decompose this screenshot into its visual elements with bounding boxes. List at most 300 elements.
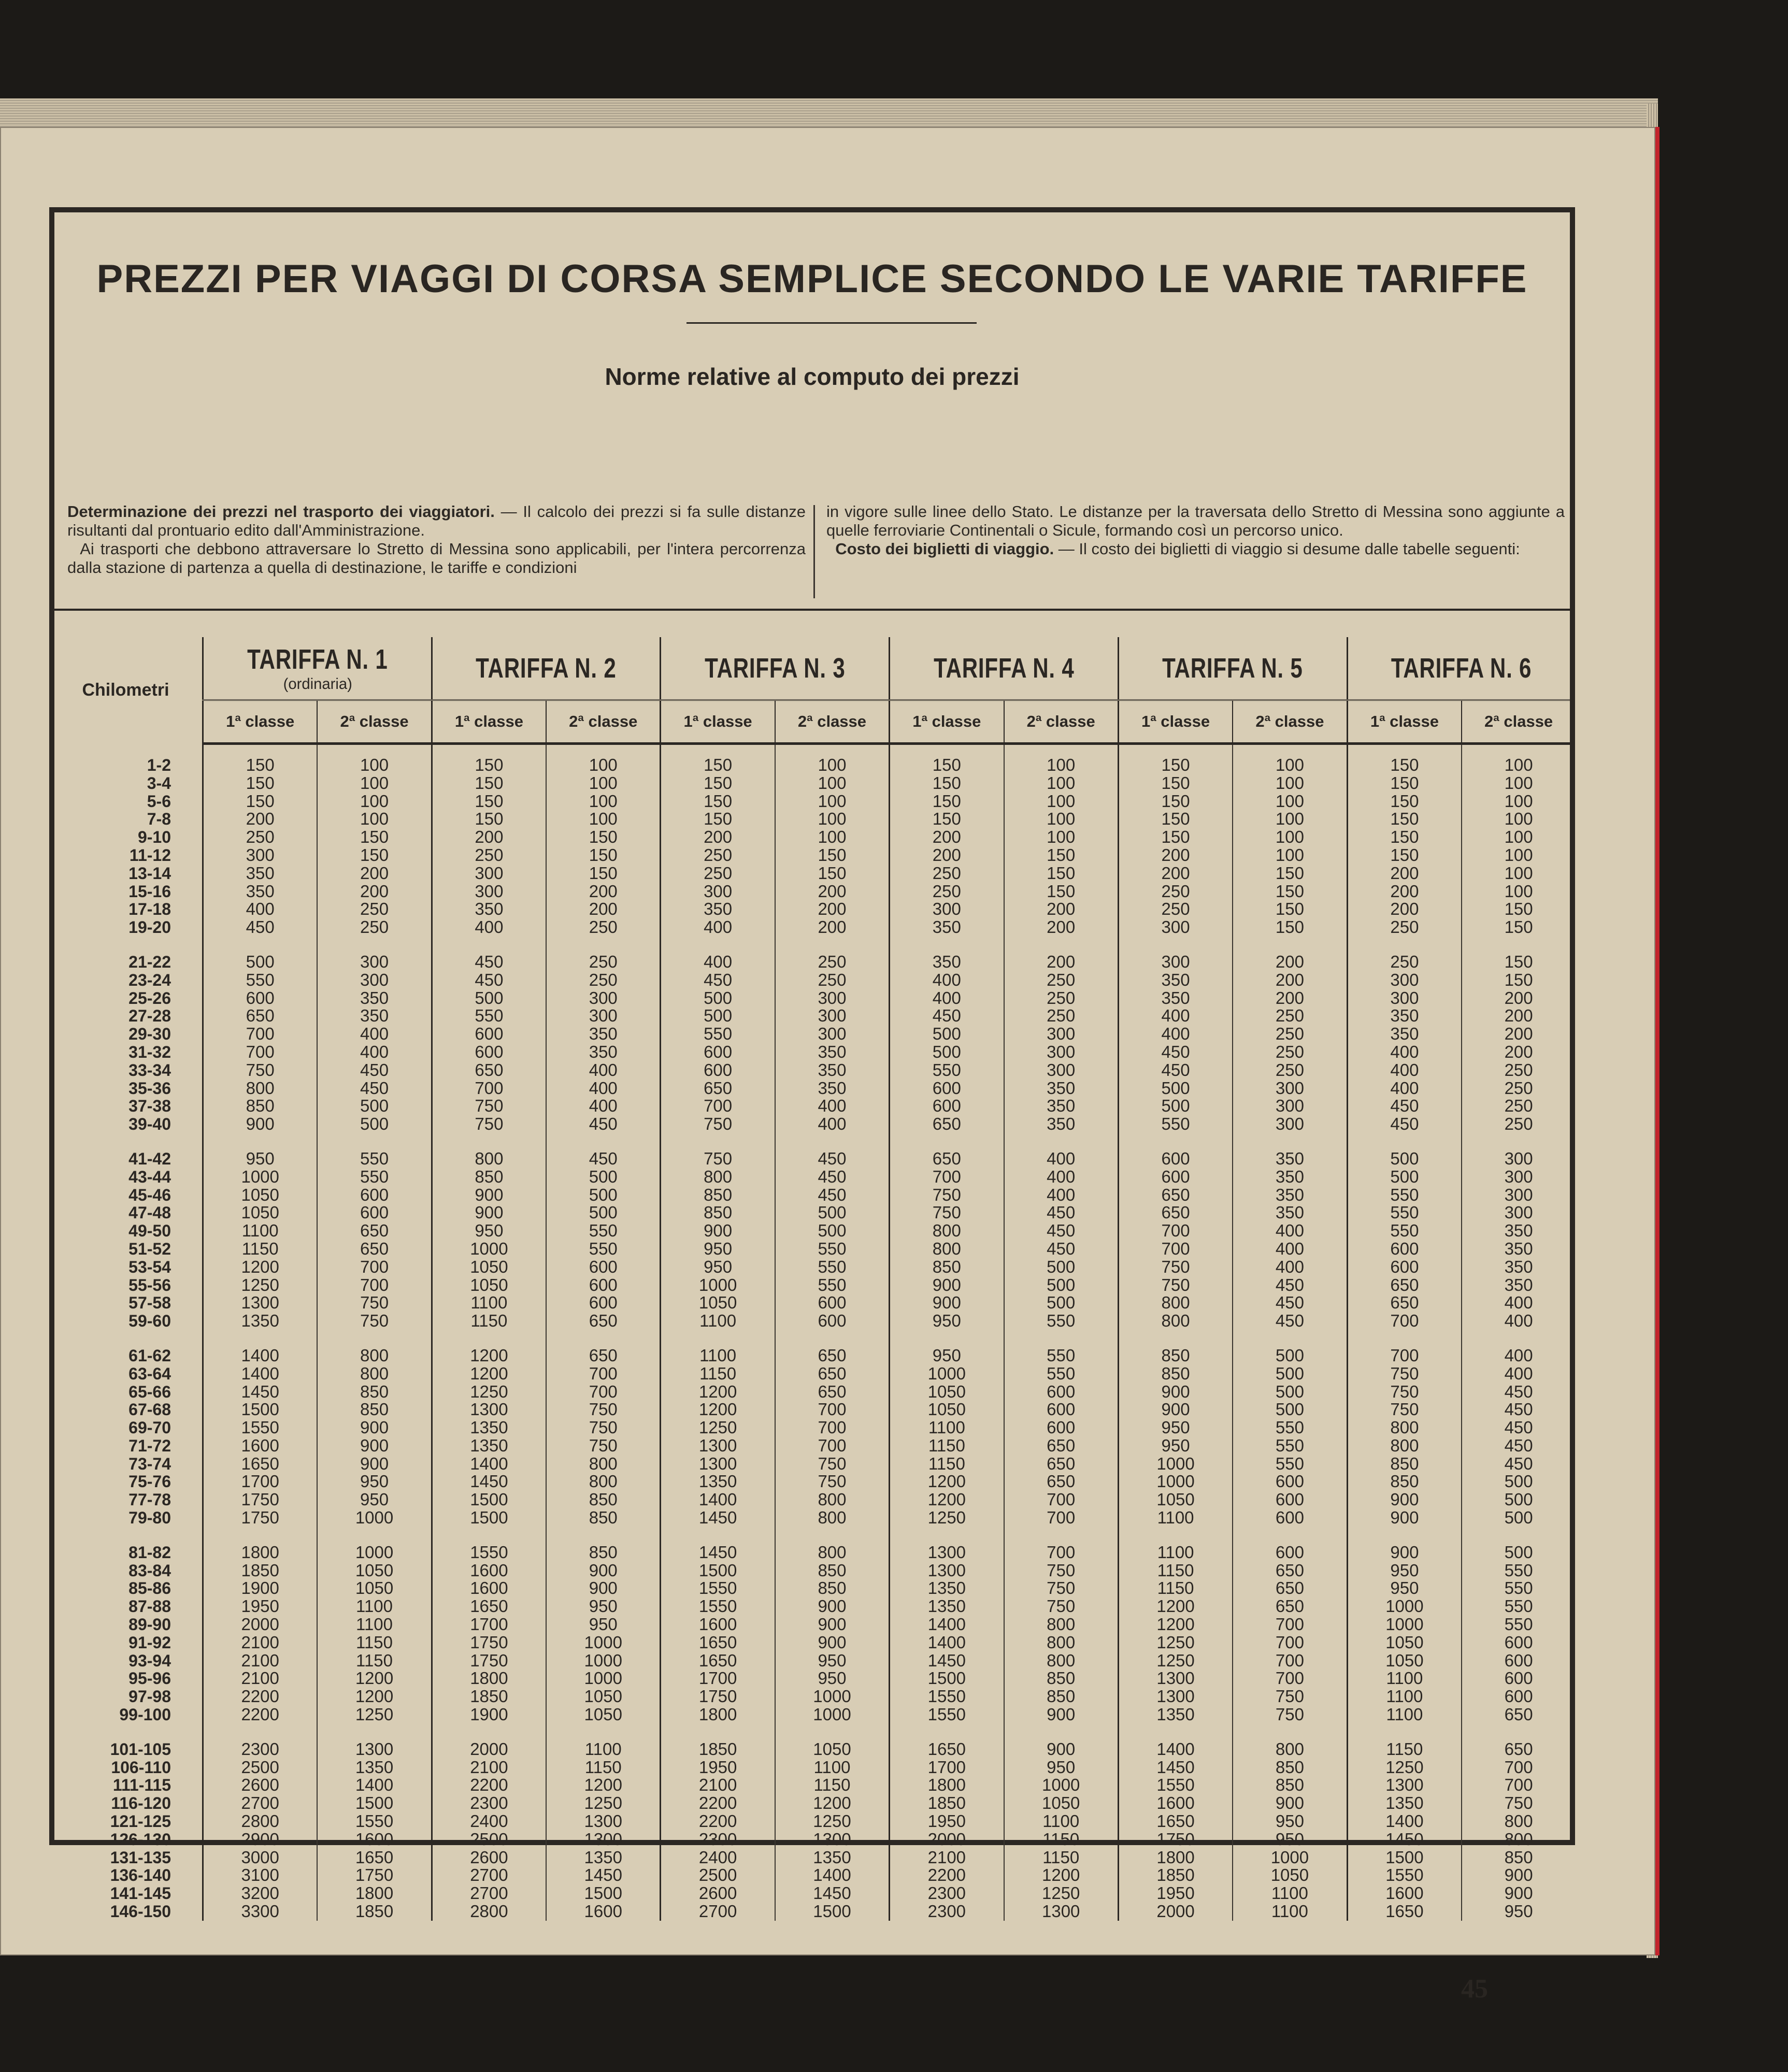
tariff-5-class-2-price: 250	[1233, 1007, 1347, 1025]
separator-cell	[1347, 1724, 1462, 1740]
group-separator	[49, 937, 1575, 953]
tariff-2-class-1-price: 600	[432, 1043, 546, 1061]
tariff-1-class-1-price: 1950	[203, 1598, 318, 1616]
tariff-3-class-1-price: 1800	[661, 1706, 775, 1724]
tariff-6-class-1-price: 350	[1347, 1025, 1462, 1043]
tariff-4-class-2-price: 100	[1004, 793, 1119, 811]
km-range-cell: 35-36	[49, 1080, 203, 1098]
tariff-1-class-1-price: 1500	[203, 1401, 318, 1419]
tariff-2-class-1-price: 1750	[432, 1634, 546, 1652]
separator-cell	[432, 1724, 546, 1740]
tariff-5-class-2-price: 700	[1233, 1670, 1347, 1688]
tariff-6-class-2-price: 300	[1462, 1186, 1575, 1204]
spacer-cell	[432, 744, 546, 757]
separator-cell	[1118, 1133, 1233, 1150]
tariff-3-class-1-price: 950	[661, 1240, 775, 1258]
tariff-1-class-1-price: 1050	[203, 1186, 318, 1204]
tariff-6-class-2-price: 600	[1462, 1670, 1575, 1688]
spacer-cell	[1118, 744, 1233, 757]
tariff-2-class-2-price: 1000	[546, 1652, 661, 1670]
tariff-3-class-1-price: 1300	[661, 1455, 775, 1473]
separator-cell	[432, 1527, 546, 1544]
page-number: 45	[1461, 1974, 1488, 2004]
km-range-cell: 39-40	[49, 1115, 203, 1133]
table-row	[49, 810, 1575, 828]
tariff-2-class-1-price: 1500	[432, 1509, 546, 1527]
tariff-1-class-2-header: 2ª classe	[317, 700, 432, 744]
tariff-6-class-2-price: 750	[1462, 1794, 1575, 1812]
tariff-6-class-2-price: 300	[1462, 1150, 1575, 1168]
tariff-6-class-1-price: 1000	[1347, 1616, 1462, 1634]
tariff-3-class-1-price: 1700	[661, 1670, 775, 1688]
tariff-5-class-1-price: 1550	[1118, 1776, 1233, 1794]
spacer-cell	[546, 744, 661, 757]
tariff-1-class-2-price: 600	[317, 1204, 432, 1222]
tariff-1-class-1-price: 750	[203, 1061, 318, 1080]
tariff-2-class-2-price: 1000	[546, 1670, 661, 1688]
table-row	[49, 793, 1575, 811]
table-row	[49, 1812, 1575, 1831]
tariff-4-class-1-price: 900	[890, 1276, 1004, 1294]
tariff-1-class-1-price: 2100	[203, 1634, 318, 1652]
separator-cell	[432, 1330, 546, 1347]
tariff-1-class-2-price: 750	[317, 1312, 432, 1330]
tariff-4-class-2-price: 250	[1004, 971, 1119, 989]
tariff-2-class-2-price: 1300	[546, 1812, 661, 1831]
tariff-6-class-1-price: 1000	[1347, 1598, 1462, 1616]
separator-cell	[49, 1527, 203, 1544]
norms-paragraph-3	[826, 502, 1565, 540]
table-row	[49, 1115, 1575, 1133]
tariff-1-class-2-price: 250	[317, 900, 432, 918]
tariff-3-class-1-price: 900	[661, 1222, 775, 1240]
tariff-5-class-2-price: 650	[1233, 1562, 1347, 1580]
tariff-4-class-2-price: 1100	[1004, 1812, 1119, 1831]
tariff-5-class-2-price: 100	[1233, 756, 1347, 774]
tariff-2-class-1-price: 1750	[432, 1652, 546, 1670]
tariff-6-class-1-price: 150	[1347, 828, 1462, 846]
table-row	[49, 1365, 1575, 1383]
tariff-6-class-2-price: 450	[1462, 1401, 1575, 1419]
tariff-4-class-2-price: 400	[1004, 1186, 1119, 1204]
tariff-6-class-1-price: 700	[1347, 1347, 1462, 1365]
km-range-cell: 37-38	[49, 1097, 203, 1115]
tariff-5-class-2-price: 150	[1233, 883, 1347, 901]
tariff-4-class-1-price: 150	[890, 793, 1004, 811]
tariff-5-class-1-price: 300	[1118, 918, 1233, 937]
separator-cell	[775, 937, 890, 953]
tariff-3-class-2-price: 150	[775, 865, 890, 883]
tariff-4-class-1-price: 2300	[890, 1884, 1004, 1903]
separator-cell	[661, 937, 775, 953]
tariff-3-class-2-header: 2ª classe	[775, 700, 890, 744]
tariff-5-class-1-price: 1150	[1118, 1579, 1233, 1598]
separator-cell	[203, 1724, 318, 1740]
table-frame	[49, 207, 1575, 1921]
tariff-6-class-1-price: 450	[1347, 1115, 1462, 1133]
tariff-3-class-2-price: 350	[775, 1043, 890, 1061]
tariff-3-class-2-price: 950	[775, 1652, 890, 1670]
norms-left-column	[67, 502, 806, 577]
tariff-2-header	[457, 637, 636, 700]
tariff-3-class-1-price: 150	[661, 774, 775, 793]
tariff-6-class-2-price: 100	[1462, 846, 1575, 865]
tariff-2-class-1-header: 1ª classe	[432, 700, 546, 744]
tariff-5-class-2-price: 750	[1233, 1688, 1347, 1706]
tariff-2-class-2-price: 600	[546, 1294, 661, 1312]
tariff-1-class-1-price: 1000	[203, 1168, 318, 1186]
tariff-5-class-2-price: 900	[1233, 1794, 1347, 1812]
tariff-2-class-1-price: 1200	[432, 1365, 546, 1383]
table-row	[49, 1168, 1575, 1186]
tariff-3-class-1-price: 500	[661, 989, 775, 1008]
separator-cell	[1233, 1724, 1347, 1740]
tariff-1-class-1-price: 3300	[203, 1903, 318, 1921]
tariff-2-class-1-price: 400	[432, 918, 546, 937]
tariff-6-class-1-price: 1300	[1347, 1776, 1462, 1794]
tariff-4-class-2-price: 800	[1004, 1616, 1119, 1634]
tariff-1-class-1-price: 1050	[203, 1204, 318, 1222]
tariff-3-class-1-price: 1300	[661, 1437, 775, 1455]
tariff-3-class-2-price: 1500	[775, 1903, 890, 1921]
tariff-6-class-2-price: 150	[1462, 918, 1575, 937]
tariff-3-class-2-price: 550	[775, 1276, 890, 1294]
tariff-2-class-2-price: 750	[546, 1419, 661, 1437]
tariff-5-class-2-price: 550	[1233, 1437, 1347, 1455]
tariff-5-class-1-price: 1050	[1118, 1491, 1233, 1509]
separator-cell	[1462, 1133, 1575, 1150]
tariff-6-class-1-price: 200	[1347, 865, 1462, 883]
tariff-5-class-1-price: 900	[1118, 1401, 1233, 1419]
table-row	[49, 1061, 1575, 1080]
tariff-6-class-1-price: 1500	[1347, 1849, 1462, 1867]
tariff-3-class-2-price: 250	[775, 953, 890, 971]
tariff-4-class-2-price: 1050	[1004, 1794, 1119, 1812]
tariff-6-class-2-price: 700	[1462, 1776, 1575, 1794]
tariff-3-class-2-price: 500	[775, 1222, 890, 1240]
tariff-4-class-2-price: 400	[1004, 1168, 1119, 1186]
tariff-1-class-2-price: 450	[317, 1061, 432, 1080]
tariff-2-class-1-price: 550	[432, 1007, 546, 1025]
tariff-2-class-1-price: 600	[432, 1025, 546, 1043]
tariff-5-class-2-price: 250	[1233, 1061, 1347, 1080]
tariff-3-class-2-price: 1200	[775, 1794, 890, 1812]
tariff-4-class-2-price: 1150	[1004, 1831, 1119, 1849]
tariff-2-class-2-price: 1050	[546, 1688, 661, 1706]
tariff-2-class-2-price: 800	[546, 1455, 661, 1473]
tariff-4-class-2-price: 350	[1004, 1097, 1119, 1115]
tariff-5-class-1-price: 700	[1118, 1222, 1233, 1240]
table-row	[49, 1831, 1575, 1849]
tariff-3-class-2-price: 800	[775, 1491, 890, 1509]
tariff-2-class-1-price: 2600	[432, 1849, 546, 1867]
tariff-4-class-2-price: 200	[1004, 918, 1119, 937]
tariff-3-class-2-price: 350	[775, 1061, 890, 1080]
tariff-5-class-1-price: 950	[1118, 1437, 1233, 1455]
tariff-6-class-2-price: 450	[1462, 1437, 1575, 1455]
tariff-3-class-1-price: 1200	[661, 1401, 775, 1419]
tariff-2-class-2-price: 700	[546, 1365, 661, 1383]
table-row	[49, 1794, 1575, 1812]
tariff-6-class-2-price: 150	[1462, 900, 1575, 918]
tariff-4-class-1-price: 350	[890, 918, 1004, 937]
tariff-5-header	[1143, 637, 1322, 700]
tariff-1-class-1-price: 1400	[203, 1347, 318, 1365]
tariff-5-class-1-price: 1400	[1118, 1740, 1233, 1759]
tariff-4-class-1-price: 850	[890, 1258, 1004, 1276]
tariff-1-class-1-price: 650	[203, 1007, 318, 1025]
tariff-4-class-1-price: 200	[890, 846, 1004, 865]
tariff-6-class-2-price: 200	[1462, 989, 1575, 1008]
tariff-5-class-2-price: 600	[1233, 1544, 1347, 1562]
tariff-3-class-1-price: 150	[661, 810, 775, 828]
tariff-3-class-2-price: 550	[775, 1258, 890, 1276]
km-range-cell: 83-84	[49, 1562, 203, 1580]
tariff-5-class-2-price: 150	[1233, 918, 1347, 937]
tariff-1-class-2-price: 650	[317, 1240, 432, 1258]
tariff-4-class-2-price: 100	[1004, 774, 1119, 793]
tariff-2-class-1-price: 2300	[432, 1794, 546, 1812]
norms-paragraph-1	[67, 502, 806, 540]
tariff-4-class-1-price: 1200	[890, 1473, 1004, 1491]
tariff-4-class-1-price: 1650	[890, 1740, 1004, 1759]
tariff-6-class-2-price: 100	[1462, 828, 1575, 846]
tariff-5-class-2-price: 150	[1233, 900, 1347, 918]
tariff-3-class-2-price: 1300	[775, 1831, 890, 1849]
tariff-4-class-1-price: 750	[890, 1204, 1004, 1222]
page-stack-top-edge	[0, 98, 1658, 130]
separator-cell	[1347, 1527, 1462, 1544]
tariff-1-class-2-price: 150	[317, 846, 432, 865]
tariff-5-class-1-price: 500	[1118, 1097, 1233, 1115]
tariff-3-class-1-price: 1400	[661, 1491, 775, 1509]
tariff-3-class-1-price: 1000	[661, 1276, 775, 1294]
tariff-2-class-1-price: 350	[432, 900, 546, 918]
tariff-5-class-1-price: 750	[1118, 1258, 1233, 1276]
separator-cell	[661, 1724, 775, 1740]
tariff-6-class-1-price: 1050	[1347, 1634, 1462, 1652]
tariff-1-class-2-price: 450	[317, 1080, 432, 1098]
tariff-4-class-1-price: 1800	[890, 1776, 1004, 1794]
table-row	[49, 1509, 1575, 1527]
tariff-1-class-1-price: 1850	[203, 1562, 318, 1580]
tariff-2-class-2-price: 1250	[546, 1794, 661, 1812]
tariff-5-class-2-price: 250	[1233, 1025, 1347, 1043]
tariff-4-class-2-price: 600	[1004, 1419, 1119, 1437]
tariff-3-class-2-price: 250	[775, 971, 890, 989]
norms-text-2: Ai trasporti che debbono attraversare lo Stretto di Messina sono applicabili, per l'intera percorrenza dalla stazione di partenza a quella di destinazione, le tariffe e condizioni	[67, 540, 806, 577]
tariff-1-class-2-price: 550	[317, 1168, 432, 1186]
tariff-3-class-2-price: 800	[775, 1544, 890, 1562]
tariff-1-class-2-price: 550	[317, 1150, 432, 1168]
tariff-2-class-2-price: 700	[546, 1383, 661, 1401]
table-row	[49, 1276, 1575, 1294]
separator-cell	[1347, 1330, 1462, 1347]
tariff-1-class-2-price: 1500	[317, 1794, 432, 1812]
tariff-2-class-2-price: 1150	[546, 1759, 661, 1777]
norms-heading-tickets: Costo dei biglietti di viaggio.	[835, 540, 1054, 558]
separator-cell	[203, 1527, 318, 1544]
tariff-6-class-1-price: 1050	[1347, 1652, 1462, 1670]
tariff-1-class-2-price: 1650	[317, 1849, 432, 1867]
tariff-1-class-1-price: 550	[203, 971, 318, 989]
tariff-2-class-2-price: 250	[546, 953, 661, 971]
tariff-1-class-2-price: 900	[317, 1455, 432, 1473]
tariff-5-class-2-price: 100	[1233, 810, 1347, 828]
tariff-3-class-2-price: 1050	[775, 1740, 890, 1759]
tariff-5-class-2-price: 1100	[1233, 1884, 1347, 1903]
tariff-4-class-1-price: 1000	[890, 1365, 1004, 1383]
tariff-2-class-1-price: 1400	[432, 1455, 546, 1473]
km-range-cell: 15-16	[49, 883, 203, 901]
table-row	[49, 1150, 1575, 1168]
tariff-2-class-2-price: 550	[546, 1222, 661, 1240]
separator-cell	[1118, 1724, 1233, 1740]
separator-cell	[775, 1133, 890, 1150]
tariff-1-class-1-price: 850	[203, 1097, 318, 1115]
tariff-4-class-2-header: 2ª classe	[1004, 700, 1119, 744]
tariff-4-class-2-price: 950	[1004, 1759, 1119, 1777]
km-range-cell: 75-76	[49, 1473, 203, 1491]
tariff-2-class-1-price: 1800	[432, 1670, 546, 1688]
tariff-2-class-2-price: 650	[546, 1347, 661, 1365]
tariff-6-class-1-price: 450	[1347, 1097, 1462, 1115]
separator-cell	[1462, 1724, 1575, 1740]
table-row	[49, 1383, 1575, 1401]
norms-right-column	[826, 502, 1565, 558]
tariff-5-class-1-price: 450	[1118, 1043, 1233, 1061]
tariff-5-class-2-price: 950	[1233, 1831, 1347, 1849]
tariff-5-class-2-price: 450	[1233, 1294, 1347, 1312]
separator-cell	[432, 937, 546, 953]
tariff-2-class-2-price: 800	[546, 1473, 661, 1491]
tariff-2-class-2-price: 1200	[546, 1776, 661, 1794]
tariff-4-class-2-price: 750	[1004, 1598, 1119, 1616]
tariff-2-class-1-price: 450	[432, 953, 546, 971]
km-range-cell: 31-32	[49, 1043, 203, 1061]
tariff-6-class-2-price: 800	[1462, 1812, 1575, 1831]
tariff-2-class-1-price: 1350	[432, 1419, 546, 1437]
tariff-2-class-2-price: 1600	[546, 1903, 661, 1921]
tariff-2-class-1-price: 1050	[432, 1258, 546, 1276]
tariff-4-class-2-price: 300	[1004, 1061, 1119, 1080]
tariff-2-class-1-price: 750	[432, 1115, 546, 1133]
tariff-1-class-1-price: 1200	[203, 1258, 318, 1276]
tariff-3-class-1-price: 1450	[661, 1509, 775, 1527]
separator-cell	[890, 1330, 1004, 1347]
tariff-6-class-2-price: 450	[1462, 1455, 1575, 1473]
norms-heading-prices: Determinazione dei prezzi nel trasporto dei viaggiatori.	[67, 502, 495, 521]
tariff-5-class-2-price: 700	[1233, 1652, 1347, 1670]
tariff-6-class-2-price: 300	[1462, 1168, 1575, 1186]
tariff-2-class-1-price: 1000	[432, 1240, 546, 1258]
tariff-3-class-1-price: 1100	[661, 1312, 775, 1330]
tariff-5-class-2-price: 350	[1233, 1168, 1347, 1186]
table-row	[49, 1544, 1575, 1562]
km-column-header: Chilometri	[49, 637, 203, 744]
tariff-6-class-1-price: 500	[1347, 1150, 1462, 1168]
tariff-1-class-1-price: 1900	[203, 1579, 318, 1598]
tariff-3-class-1-price: 2400	[661, 1849, 775, 1867]
table-row	[49, 1688, 1575, 1706]
tariff-5-class-1-price: 1350	[1118, 1706, 1233, 1724]
tariff-6-class-2-price: 400	[1462, 1294, 1575, 1312]
km-range-cell: 91-92	[49, 1634, 203, 1652]
tariff-5-class-1-price: 1200	[1118, 1598, 1233, 1616]
tariff-5-class-2-price: 350	[1233, 1204, 1347, 1222]
separator-cell	[1004, 1527, 1119, 1544]
tariff-3-class-2-price: 650	[775, 1365, 890, 1383]
tariff-1-class-2-price: 950	[317, 1491, 432, 1509]
km-range-cell: 7-8	[49, 810, 203, 828]
tariff-5-class-2-price: 550	[1233, 1455, 1347, 1473]
tariff-6-class-2-price: 350	[1462, 1258, 1575, 1276]
tariff-2-class-1-price: 1500	[432, 1491, 546, 1509]
tariff-5-class-1-price: 150	[1118, 828, 1233, 846]
tariff-3-class-2-price: 800	[775, 1509, 890, 1527]
separator-cell	[546, 937, 661, 953]
norms-text-4: — Il costo dei biglietti di viaggio si desume dalle tabelle seguenti:	[1054, 540, 1520, 558]
tariff-5-class-1-price: 1650	[1118, 1812, 1233, 1831]
tariff-5-class-1-price: 1100	[1118, 1509, 1233, 1527]
tariff-5-class-1-price: 850	[1118, 1365, 1233, 1383]
tariff-3-class-1-price: 200	[661, 828, 775, 846]
table-top-spacer	[49, 744, 1575, 757]
separator-cell	[661, 1527, 775, 1544]
tariff-5-class-1-header: 1ª classe	[1118, 700, 1233, 744]
tariff-5-class-1-price: 950	[1118, 1419, 1233, 1437]
section-subtitle: Norme relative al computo dei prezzi	[605, 363, 1020, 390]
tariff-6-class-2-price: 500	[1462, 1491, 1575, 1509]
tariff-6-class-1-price: 650	[1347, 1294, 1462, 1312]
tariff-1-class-1-price: 1800	[203, 1544, 318, 1562]
tariff-4-class-1-price: 1550	[890, 1688, 1004, 1706]
tariff-2-class-1-price: 900	[432, 1204, 546, 1222]
tariff-4-class-1-price: 800	[890, 1222, 1004, 1240]
table-row	[49, 1258, 1575, 1276]
tariff-1-class-2-price: 900	[317, 1437, 432, 1455]
tariff-4-class-1-price: 1500	[890, 1670, 1004, 1688]
tariff-4-class-2-price: 800	[1004, 1634, 1119, 1652]
tariff-3-class-2-price: 650	[775, 1347, 890, 1365]
tariff-6-class-1-price: 400	[1347, 1080, 1462, 1098]
tariff-5-class-1-price: 1850	[1118, 1866, 1233, 1884]
tariff-1-class-1-price: 950	[203, 1150, 318, 1168]
tariff-4-class-1-price: 1400	[890, 1634, 1004, 1652]
tariff-1-class-2-price: 200	[317, 883, 432, 901]
tariff-1-class-2-price: 200	[317, 865, 432, 883]
tariff-6-class-2-price: 100	[1462, 883, 1575, 901]
km-range-cell: 111-115	[49, 1776, 203, 1794]
tariff-1-class-1-price: 1250	[203, 1276, 318, 1294]
km-range-cell: 85-86	[49, 1579, 203, 1598]
tariff-1-class-2-price: 1150	[317, 1652, 432, 1670]
km-range-cell: 11-12	[49, 846, 203, 865]
tariff-2-class-1-price: 800	[432, 1150, 546, 1168]
tariff-1-class-2-price: 400	[317, 1025, 432, 1043]
spacer-cell	[775, 744, 890, 757]
tariff-2-class-2-price: 250	[546, 971, 661, 989]
tariff-6-class-1-price: 1350	[1347, 1794, 1462, 1812]
separator-cell	[1233, 1330, 1347, 1347]
tariff-6-class-1-price: 850	[1347, 1473, 1462, 1491]
tariff-4-class-2-price: 900	[1004, 1706, 1119, 1724]
tariff-1-class-2-price: 500	[317, 1115, 432, 1133]
tariff-4-class-2-price: 500	[1004, 1276, 1119, 1294]
separator-cell	[1347, 937, 1462, 953]
tariff-2-class-1-price: 700	[432, 1080, 546, 1098]
tariff-4-class-1-price: 900	[890, 1294, 1004, 1312]
